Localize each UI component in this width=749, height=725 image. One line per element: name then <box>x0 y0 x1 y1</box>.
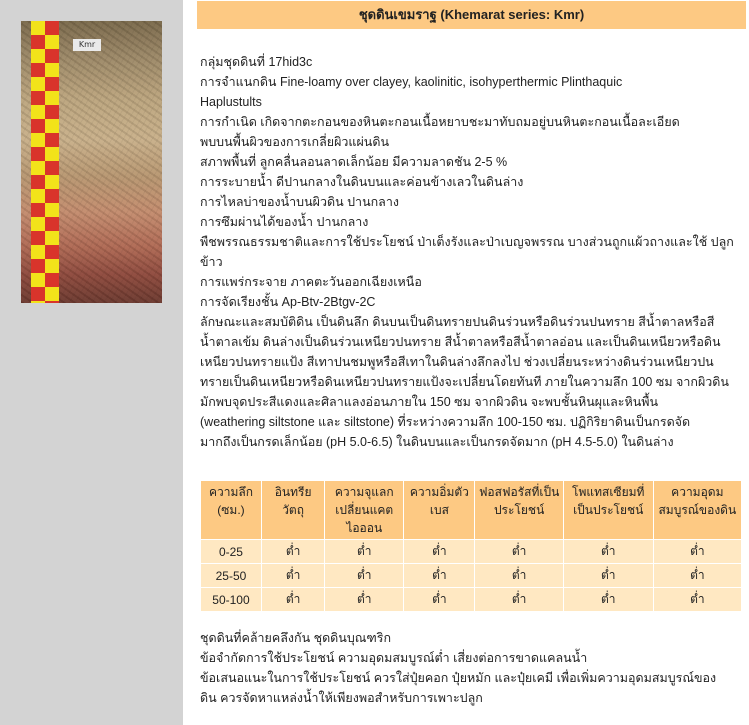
note-line: ชุดดินที่คล้ายคลึงกัน ชุดดินบุณฑริก <box>200 631 392 645</box>
table-header-cell: ฟอสฟอรัสที่เป็นประโยชน์ <box>475 481 562 539</box>
table-row <box>201 540 741 563</box>
profile-tag: Kmr <box>73 39 101 51</box>
description-line: Haplustults <box>200 95 262 109</box>
description-line: น้ำตาลเข้ม ดินล่างเป็นดินร่วนเหนียวปนทราย สีน้ำตาลหรือสีน้ำตาลอ่อน และเป็นดินเหนียวหรือดิน <box>200 335 721 349</box>
table-cell: ต่ำ <box>404 564 474 587</box>
table-row <box>201 588 741 611</box>
table-cell: 50-100 <box>201 588 261 611</box>
soil-profile-photo <box>21 21 162 303</box>
left-panel <box>0 0 183 725</box>
table-cell: ต่ำ <box>325 540 403 563</box>
table-cell: ต่ำ <box>325 564 403 587</box>
table-header-cell: ความจุแลกเปลี่ยนแคตไอออน <box>325 481 403 539</box>
table-cell: ต่ำ <box>654 588 741 611</box>
description-line: (weathering siltstone และ siltstone) ที่ระหว่างความลึก 100-150 ซม. ปฏิกิริยาดินเป็นกรดจัด <box>200 415 691 429</box>
table-cell: ต่ำ <box>262 564 324 587</box>
description-line: การแพร่กระจาย ภาคตะวันออกเฉียงเหนือ <box>200 275 422 289</box>
table-header-cell: ความอุดมสมบูรณ์ของดิน <box>654 481 741 539</box>
soil-description <box>200 52 744 452</box>
table-cell: 0-25 <box>201 540 261 563</box>
table-header-cell: โพแทสเซียมที่เป็นประโยชน์ <box>564 481 653 539</box>
table-cell: ต่ำ <box>404 540 474 563</box>
soil-notes <box>200 628 744 708</box>
description-line: เหนียวปนทรายแป้ง สีเทาปนชมพูหรือสีเทาในดินล่างลึกลงไป ช่วงเปลี่ยนระหว่างดินร่วนเหนียวปน <box>200 355 714 369</box>
description-line: กลุ่มชุดดินที่ 17hid3c <box>200 55 313 69</box>
description-line: มากถึงเป็นกรดเล็กน้อย (pH 5.0-6.5) ในดินบนและเป็นกรดจัดมาก (pH 4.5-5.0) ในดินล่าง <box>200 435 674 449</box>
description-line: การไหลบ่าของน้ำบนผิวดิน ปานกลาง <box>200 195 399 209</box>
table-header-cell: อินทรียวัตถุ <box>262 481 324 539</box>
description-line: ข้าว <box>200 255 223 269</box>
description-line: ลักษณะและสมบัติดิน เป็นดินลึก ดินบนเป็นดินทรายปนดินร่วนหรือดินร่วนปนทราย สีน้ำตาลหรือสี <box>200 315 715 329</box>
table-cell: ต่ำ <box>475 588 562 611</box>
table-cell: ต่ำ <box>262 540 324 563</box>
description-line: การซึมผ่านได้ของน้ำ ปานกลาง <box>200 215 369 229</box>
table-header-cell: ความลึก (ซม.) <box>201 481 261 539</box>
description-line: การจัดเรียงชั้น Ap-Btv-2Btgv-2C <box>200 295 376 309</box>
description-line: การกำเนิด เกิดจากตะกอนของหินตะกอนเนื้อหยาบชะมาทับถมอยู่บนหินตะกอนเนื้อละเอียด <box>200 115 680 129</box>
page-title: ชุดดินเขมราฐ (Khemarat series: Kmr) <box>197 1 746 29</box>
description-line: สภาพพื้นที่ ลูกคลื่นลอนลาดเล็กน้อย มีความลาดชัน 2-5 % <box>200 155 508 169</box>
table-cell: ต่ำ <box>325 588 403 611</box>
note-line: ข้อเสนอแนะในการใช้ประโยชน์ ควรใส่ปุ๋ยคอก ปุ๋ยหมัก และปุ๋ยเคมี เพื่อเพิ่มความอุดมสมบูรณ์ของ <box>200 671 717 685</box>
description-line: การจำแนกดิน Fine-loamy over clayey, kaolinitic, isohyperthermic Plinthaquic <box>200 75 623 89</box>
table-cell: ต่ำ <box>564 564 653 587</box>
table-cell: ต่ำ <box>654 540 741 563</box>
description-line: มักพบจุดประสีแดงและศิลาแลงอ่อนภายใน 150 ซม จากผิวดิน จะพบชั้นหินผุและหินพื้น <box>200 395 659 409</box>
table-cell: ต่ำ <box>262 588 324 611</box>
table-cell: ต่ำ <box>654 564 741 587</box>
table-header-row <box>201 481 741 539</box>
description-line: พบบนพื้นผิวของการเกลี่ยผิวแผ่นดิน <box>200 135 389 149</box>
description-line: ทรายเป็นดินเหนียวหรือดินเหนียวปนทรายแป้งจะเปลี่ยนโดยทันที ภายในความลึก 100 ซม จากผิวดิน <box>200 375 729 389</box>
measuring-tape <box>31 21 59 303</box>
note-line: ดิน ควรจัดหาแหล่งน้ำให้เพียงพอสำหรับการเพาะปลูก <box>200 691 483 705</box>
table-row <box>201 564 741 587</box>
table-cell: ต่ำ <box>404 588 474 611</box>
table-cell: ต่ำ <box>475 540 562 563</box>
note-line: ข้อจำกัดการใช้ประโยชน์ ความอุดมสมบูรณ์ต่ำ เสี่ยงต่อการขาดแคลนน้ำ <box>200 651 588 665</box>
description-line: พืชพรรณธรรมชาติและการใช้ประโยชน์ ป่าเต็งรังและป่าเบญจพรรณ บางส่วนถูกแผ้วถางและใช้ ปลูก <box>200 235 734 249</box>
table-header-cell: ความอิ่มตัวเบส <box>404 481 474 539</box>
fertility-table <box>200 480 742 612</box>
table-cell: ต่ำ <box>564 540 653 563</box>
table-cell: ต่ำ <box>475 564 562 587</box>
table-cell: 25-50 <box>201 564 261 587</box>
description-line: การระบายน้ำ ดีปานกลางในดินบนและค่อนข้างเลวในดินล่าง <box>200 175 524 189</box>
table-cell: ต่ำ <box>564 588 653 611</box>
